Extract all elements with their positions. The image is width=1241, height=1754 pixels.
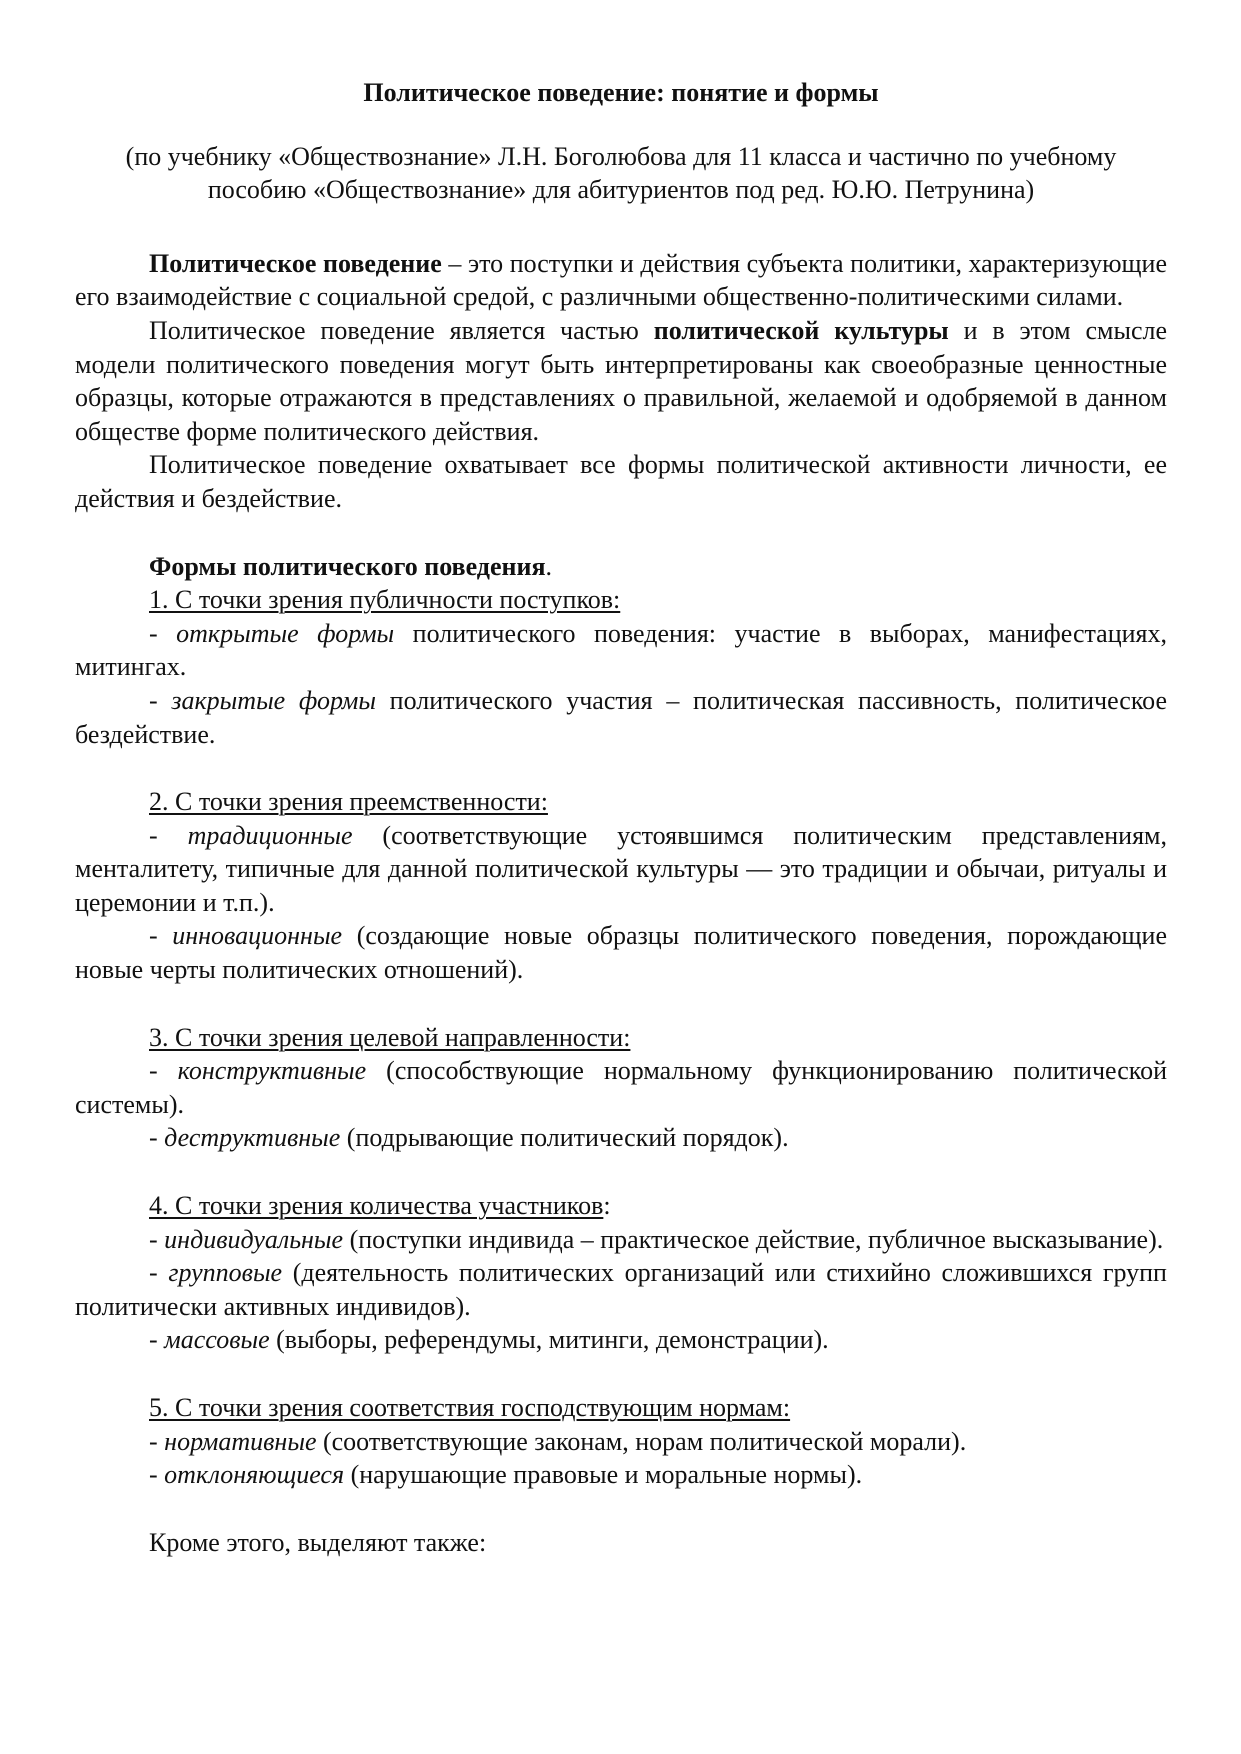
definition-text: – это поступки и действия субъекта политики, характеризующие его взаимодействие с социальной средой, с различными общественно-политическими силами. xyxy=(75,248,1167,312)
list-item: - групповые (деятельность политических организаций или стихийно сложившихся групп политически активных индивидов). xyxy=(75,1258,1167,1321)
section-heading-norms: 5. С точки зрения соответствия господствующим нормам: xyxy=(149,1393,791,1422)
document-subtitle: (по учебнику «Обществознание» Л.Н. Боголюбова для 11 класса и частично по учебному пособию «Обществознание» для абитуриентов под ред. Ю.Ю. Петрунина) xyxy=(125,141,1117,205)
list-item: - массовые (выборы, референдумы, митинги, демонстрации). xyxy=(149,1325,829,1355)
section-heading-participants: 4. С точки зрения количества участников: xyxy=(149,1191,611,1221)
list-item: - индивидуальные (поступки индивида – практическое действие, публичное высказывание). xyxy=(149,1224,1164,1254)
list-item: - конструктивные (способствующие нормальному функционированию политической системы). xyxy=(75,1056,1167,1119)
section-heading-purpose: 3. С точки зрения целевой направленности: xyxy=(149,1022,631,1052)
definition-term: Политическое поведение xyxy=(149,248,442,278)
list-item: - нормативные (соответствующие законам, норам политической морали). xyxy=(149,1426,967,1456)
forms-heading: Формы политического поведения. xyxy=(149,551,553,581)
list-item: - открытые формы политического поведения: участие в выборах, манифестациях, митингах. xyxy=(75,618,1167,682)
document-title: Политическое поведение: понятие и формы xyxy=(363,78,879,107)
culture-paragraph: Политическое поведение является частью политической культуры и в этом смысле модели политического поведения могут быть интерпретированы как своеобразные ценностные образцы, которые отражаются в представлениях о правильной, желаемой и одобряемой в данном обществе форме политического действия. xyxy=(75,315,1167,446)
definition-paragraph xyxy=(75,247,1167,314)
list-item: - отклоняющиеся (нарушающие правовые и моральные нормы). xyxy=(149,1460,863,1490)
list-item: - инновационные (создающие новые образцы политического поведения, порождающие новые черты политических отношений). xyxy=(75,921,1167,985)
culture-term: политической культуры xyxy=(653,315,949,345)
section-heading-continuity: 2. С точки зрения преемственности: xyxy=(149,787,548,817)
closing-line: Кроме этого, выделяют также: xyxy=(149,1527,487,1557)
list-item: - деструктивные (подрывающие политический порядок). xyxy=(149,1123,789,1153)
section-heading-publicity: 1. С точки зрения публичности поступков: xyxy=(149,585,621,615)
scope-paragraph: Политическое поведение охватывает все формы политической активности личности, ее действия и бездействие. xyxy=(75,450,1167,513)
list-item: - закрытые формы политического участия – политическая пассивность, политическое бездействие. xyxy=(75,685,1167,749)
list-item: - традиционные (соответствующие устоявшимся политическим представлениям, менталитету, типичные для данной политической культуры — это традиции и обычаи, ритуалы и церемонии и т.п.). xyxy=(75,820,1167,917)
